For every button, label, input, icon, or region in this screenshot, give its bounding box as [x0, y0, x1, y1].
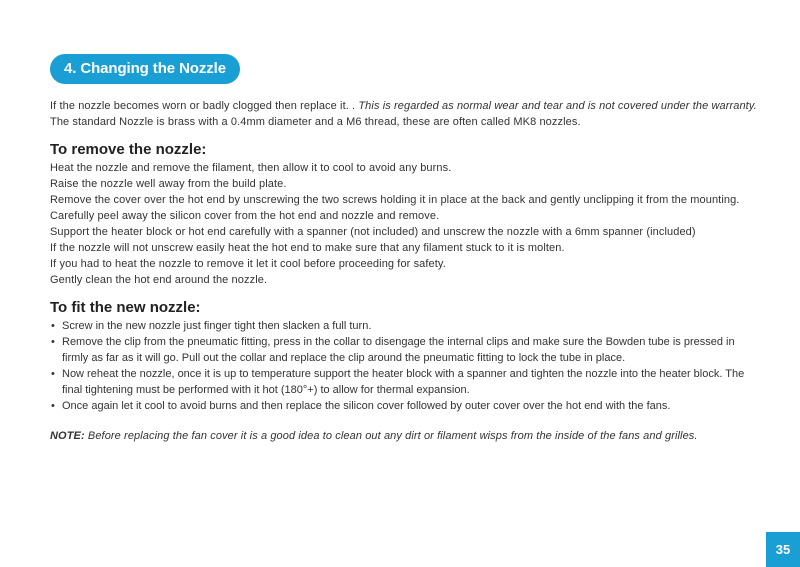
remove-step: Gently clean the hot end around the nozzle. [50, 274, 268, 286]
remove-step: Heat the nozzle and remove the filament, then allow it to cool to avoid any burns. [50, 162, 452, 174]
list-item [50, 398, 760, 414]
nozzle-spec: The standard Nozzle is brass with a 0.4mm diameter and a M6 thread, these are often called MK8 nozzles. [50, 116, 581, 128]
page-content [50, 98, 760, 444]
remove-step: Support the heater block or hot end carefully with a spanner (not included) and unscrew the nozzle with a 6mm spanner (included) [50, 226, 696, 238]
remove-step: Carefully peel away the silicon cover from the hot end and nozzle and remove. [50, 210, 440, 222]
list-item [50, 334, 760, 366]
remove-step: Raise the nozzle well away from the build plate. [50, 178, 287, 190]
bullet-icon: • [51, 400, 55, 412]
note-text: Before replacing the fan cover it is a good idea to clean out any dirt or filament wisps from the inside of the fans and grilles. [84, 430, 698, 442]
remove-nozzle-heading: To remove the nozzle: [50, 141, 207, 158]
bullet-icon: • [51, 320, 55, 332]
remove-step: If the nozzle will not unscrew easily heat the hot end to make sure that any filament stuck to it is molten. [50, 242, 565, 254]
section-title-pill: 4. Changing the Nozzle [50, 54, 240, 84]
fit-step: Now reheat the nozzle, once it is up to temperature support the heater block with a spanner and tighten the nozzle into the heater block. The final tightening must be performed with it hot (180°+) to allow for thermal expansion. [62, 368, 745, 396]
fit-steps-list [50, 318, 760, 414]
fit-step: Once again let it cool to avoid burns and then replace the silicon cover followed by outer cover over the hot end with the fans. [62, 400, 671, 412]
note-paragraph [50, 428, 760, 444]
page-number: 35 [766, 532, 800, 567]
fit-step: Screw in the new nozzle just finger tight then slacken a full turn. [62, 320, 372, 332]
fit-nozzle-heading: To fit the new nozzle: [50, 299, 201, 316]
intro-paragraph [50, 98, 760, 114]
bullet-icon: • [51, 336, 55, 348]
note-label: NOTE: [50, 430, 85, 442]
remove-step: Remove the cover over the hot end by unscrewing the two screws holding it in place at the back and gently unclipping it from the mounting. [50, 194, 740, 206]
list-item [50, 366, 760, 398]
warranty-note: This is regarded as normal wear and tear and is not covered under the warranty. [358, 100, 757, 112]
remove-step: If you had to heat the nozzle to remove it let it cool before proceeding for safety. [50, 258, 446, 270]
fit-step: Remove the clip from the pneumatic fitting, press in the collar to disengage the internal clips and make sure the Bowden tube is pressed in firmly as far as it will go. Pull out the collar and replace the clip around the pneumatic fitting to lock the tube in place. [62, 336, 735, 364]
list-item [50, 318, 760, 334]
bullet-icon: • [51, 368, 55, 380]
intro-text: If the nozzle becomes worn or badly clogged then replace it. . [50, 100, 359, 112]
